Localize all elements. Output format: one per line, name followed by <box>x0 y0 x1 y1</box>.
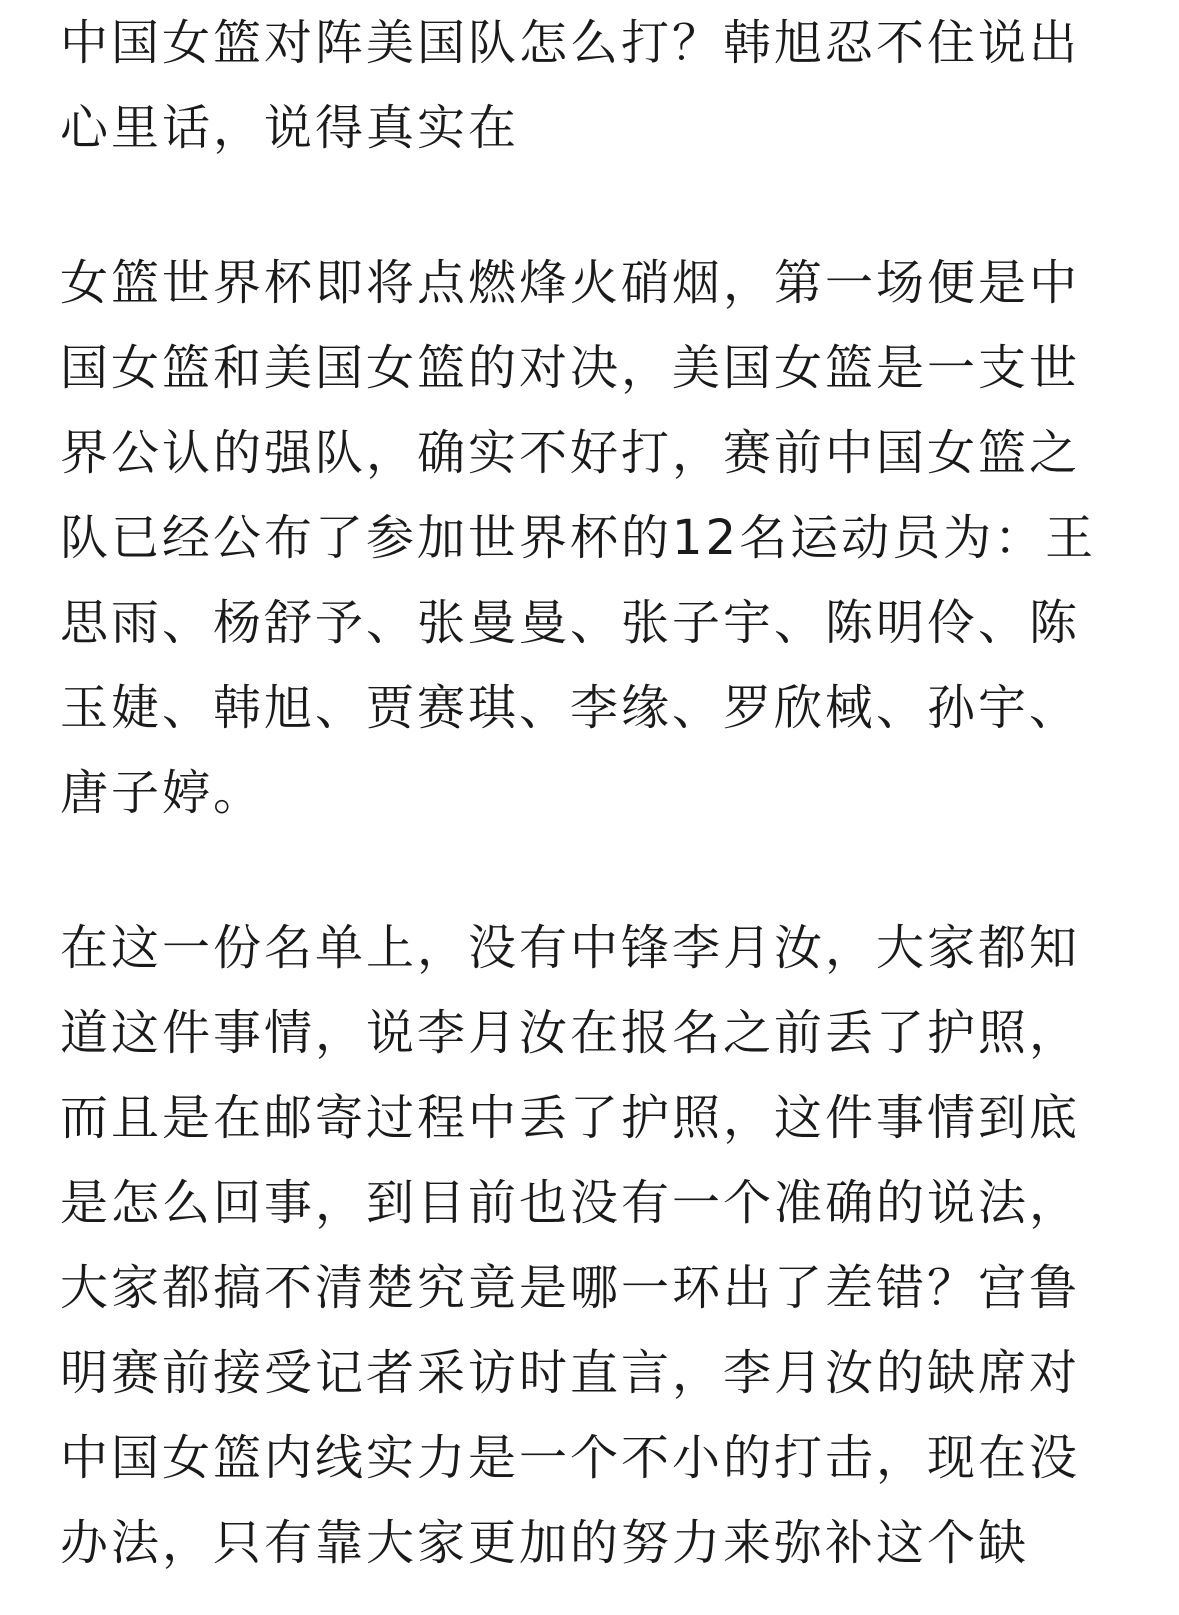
article-paragraph: 在这一份名单上，没有中锋李月汝，大家都知道这件事情，说李月汝在报名之前丢了护照，而且是在邮寄过程中丢了护照，这件事情到底是怎么回事，到目前也没有一个准确的说法，大家都搞不清楚究竟是哪一环出了差错？宫鲁明赛前接受记者采访时直言，李月汝的缺席对中国女篮内线实力是一个不小的打击，现在没办法，只有靠大家更加的努力来弥补这个缺 <box>60 920 1081 1571</box>
article-title: 中国女篮对阵美国队怎么打？韩旭忍不住说出心里话，说得真实在 <box>60 15 1081 156</box>
article-paragraph: 女篮世界杯即将点燃烽火硝烟，第一场便是中国女篮和美国女篮的对决，美国女篮是一支世界公认的强队，确实不好打，赛前中国女篮之队已经公布了参加世界杯的12名运动员为：王思雨、杨舒予、张曼曼、张子宇、陈明伶、陈玉婕、韩旭、贾赛琪、李缘、罗欣棫、孙宇、唐子婷。 <box>60 255 1097 821</box>
article-body <box>60 0 1100 1586</box>
